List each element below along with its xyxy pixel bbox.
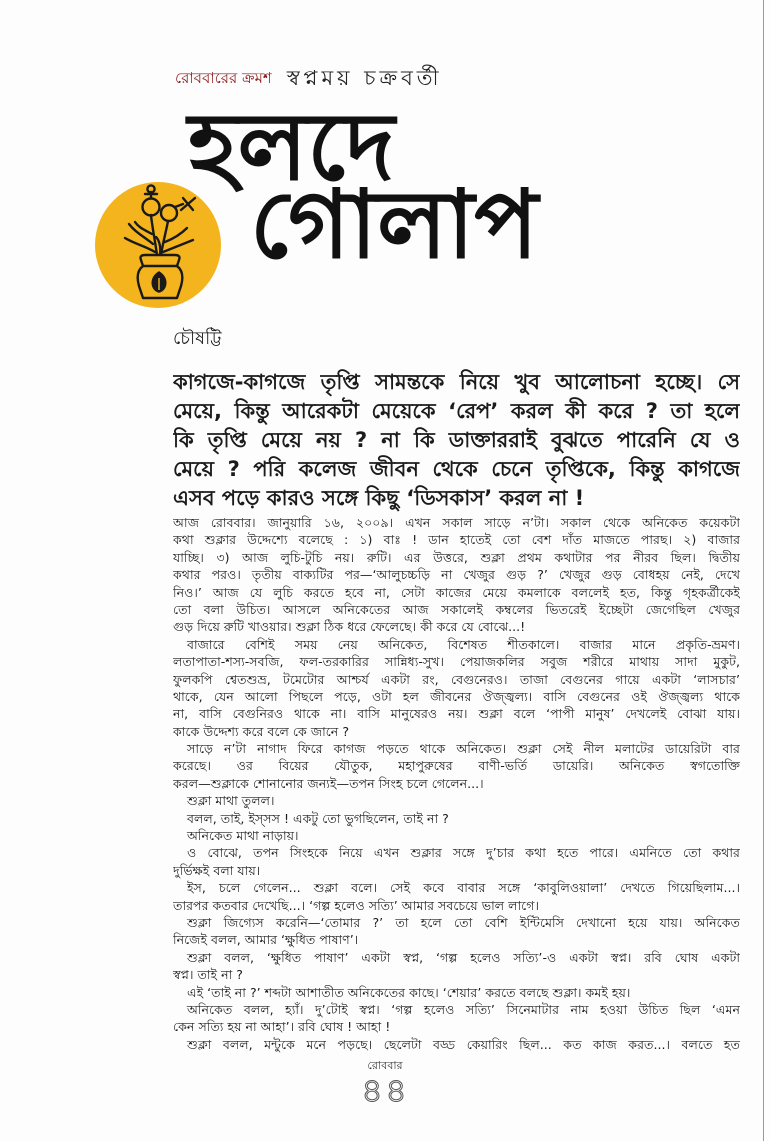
body-paragraph (173, 949, 740, 984)
body-line: অনিকেত বলল, হ্যাঁ। দু’টোই স্বপ্ন। ‘গল্প হলেও সত্যি’ সিনেমাটার নাম হওয়া উচিত ছিল ‘এমন (187, 1001, 740, 1017)
body-line: ইস, চলে গেলেন... শুক্লা বলে। সেই কবে বাবার সঙ্গে ‘কাবুলিওয়ালা’ দেখতে গিয়েছিলাম...। (187, 880, 740, 896)
page-edge-border (763, 0, 764, 1141)
lead-paragraph (173, 368, 740, 513)
body-line: সাড়ে ন’টা নাগাদ ফিরে কাগজ পড়তে থাকে অনিকেত। শুক্লা সেই নীল মলাটের ডায়েরিটা বার (187, 741, 740, 757)
body-line: শুক্লা মাথা তুলল। (187, 793, 275, 809)
body-paragraph (173, 827, 740, 844)
body-line: কথা শুক্লার উদ্দেশ্যে বলেছে : ১) বাঃ ! ডান হাতেই তো বেশ দাঁত মাজতে পারছ। ২) বাজার (173, 532, 740, 548)
story-title-line-1: হলদে (188, 93, 395, 202)
footer-magazine-name: রোববার (367, 1059, 403, 1072)
story-body (173, 514, 740, 1053)
author-name: স্বপ্নময় চক্রবর্তী (286, 66, 443, 90)
flower-left (143, 199, 160, 216)
body-paragraph (173, 984, 740, 1001)
body-paragraph (173, 1036, 740, 1053)
body-line: বাজারে বেশিই সময় নেয় অনিকেত, বিশেষত শীতকালে। বাজার মানে প্রকৃতি-ভ্রমণ। (187, 636, 740, 652)
body-line: শুক্লা বলল, মন্টুকে মনে পড়ছে। ছেলেটা বড্ড কেয়ারিং ছিল... কত কাজ করত...। বলতে হত (187, 1036, 740, 1052)
body-line: না, বাসি বেগুনিরও থাকে না। বাসি মানুষেরও নয়। শুক্লা বলে ‘পাপী মানুষ’ দেখলেই বোঝা যায়। (173, 706, 740, 722)
body-line: অনিকেত মাথা নাড়ায়। (187, 828, 299, 844)
plant-illustration (95, 182, 221, 308)
chapter-number: চৌষট্টি (173, 328, 222, 349)
body-line: কেন সত্যি হয় না আহা’। রবি ঘোষ ! আহা ! (173, 1019, 391, 1035)
body-line: আজ রোববার। জানুয়ারি ১৬, ২০০৯। এখন সকাল সাড়ে ন’টা। সকাল থেকে অনিকেত কয়েকটা (173, 515, 740, 530)
lead-line: এসব পড়ে কারও সঙ্গে কিছু ‘ডিসকাস’ করল না ! (173, 486, 585, 510)
body-line: নিজেই বলল, আমার ‘ক্ষুধিত পাষাণ’। (173, 932, 359, 948)
body-paragraph (173, 879, 740, 914)
body-line: গুড় দিয়ে রুটি খাওয়ার। শুক্লা ঠিক ধরে ফেলেছে। কী করে যে বোঝে...! (173, 619, 526, 635)
body-line: করেছে। ওর বিয়ের যৌতুক, মহাপুরুষের বাণী-ভর্তি ডায়েরি। অনিকেত স্বগতোক্তি (173, 758, 740, 774)
lead-line: মেয়ে, কিন্তু আরেকটা মেয়েকে ‘রেপ’ করল কী করে ? তা হলে (173, 399, 740, 423)
lead-line: কি তৃপ্তি মেয়ে নয় ? না কি ডাক্তাররাই বুঝতে পারেনি যে ও (173, 428, 740, 452)
leaf-left-1 (125, 238, 155, 252)
lead-line: কাগজে-কাগজে তৃপ্তি সামন্তকে নিয়ে খুব আলোচনা হচ্ছে। সে (173, 370, 740, 394)
body-line: তো বলা উচিত। আসলে অনিকেতের আজ সকালেই কম্বলের ভিতরেই ইচ্ছেটা জেগেছিল খেজুর (173, 601, 740, 617)
flower-plant-in-pot-icon (95, 182, 221, 308)
body-line: কাকে উদ্দেশ্য করে বলে কে জানে ? (173, 723, 349, 739)
body-line: লতাপাতা-শস্য-সবজি, ফল-তরকারির সান্নিধ্য-সুখ। পেয়াজকলির সবুজ শরীরে মাথায় সাদা মুকুট, (173, 654, 740, 670)
body-paragraph (173, 810, 740, 827)
bud-top (147, 185, 154, 192)
body-paragraph (173, 844, 740, 879)
body-line: কথার পরও। তৃতীয় বাক্যটির পর—‘আলুচচ্চড়ি না খেজুর গুড় ?’ খেজুর গুড় বোধহয় নেই, দেখে (173, 567, 740, 583)
page-header (175, 62, 443, 90)
body-paragraph (173, 1001, 740, 1036)
body-line: শুক্লা বলল, ‘ক্ষুধিত পাষাণ’ একটা স্বপ্ন, ‘গল্প হলেও সত্যি’-ও একটা স্বপ্ন। রবি ঘোষ একটা (187, 949, 740, 965)
body-line: তারপর কতবার দেখেছি...। ‘গল্প হলেও সত্যি’ আমার সবচেয়ে ভাল লাগে। (173, 897, 539, 913)
body-paragraph (173, 514, 740, 636)
lead-line: মেয়ে ? পরি কলেজ জীবন থেকে চেনে তৃপ্তিকে, কিন্তু কাগজে (173, 457, 740, 481)
story-title-line-2: গোলাপ (250, 171, 539, 280)
body-line: ও বোঝে, তপন সিংহকে নিয়ে এখন শুক্লার সঙ্গে দু’চার কথা হতে পারে। এমনিতে তো কথার (187, 845, 740, 861)
body-line: বলল, তাই, ইস্সস ! একটু তো ভুগছিলেন, তাই না ? (187, 810, 449, 826)
series-label: রোববারের ক্রমশ (175, 69, 272, 87)
body-paragraph (173, 792, 740, 809)
body-line: শুক্লা জিগ্যেস করেনি—‘তোমার ?’ তা হলে তো বেশি ইন্টিমেসি দেখানো হয়ে যায়। অনিকেত (187, 914, 740, 930)
body-paragraph (173, 740, 740, 792)
body-line: দুর্ভিক্ষই বলা যায়। (173, 862, 261, 878)
body-line: যাচ্ছি। ৩) আজ লুচি-টুচি নয়। রুটি। এর উত্তরে, শুক্লা প্রথম কথাটার পর নীরব ছিল। দ্বিতীয় (173, 549, 740, 565)
body-line: স্বপ্ন। তাই না ? (173, 967, 243, 983)
body-line: করল—শুক্লাকে শোনানোর জন্যই—তপন সিংহ চলে গেলেন...। (173, 775, 484, 791)
body-paragraph (173, 914, 740, 949)
page-number: ৪৪ (360, 1071, 410, 1111)
body-paragraph (173, 636, 740, 740)
flower-right-stalk (175, 204, 183, 207)
body-line: থাকে, যেন আলো পিছলে পড়ে, ওটা হল জীবনের ঔজ্জ্বল্য। বাসি বেগুনের ওই ঔজ্জ্বল্য থাকে (173, 688, 740, 704)
body-line: এই ‘তাই না ?’ শব্দটা আশাতীত অনিকেতের কাছে। ‘শেয়ার’ করতে বলছে শুক্লা। কমই হয়। (187, 984, 631, 1000)
leaf-right-2 (165, 228, 187, 242)
body-line: নিও।’ আজ যে লুচি করতে হবে না, সেটা কাজের মেয়ে কমলাকে বললেই হত, কিন্তু গৃহকর্ত্রীকেই (173, 584, 740, 600)
body-line: ফুলকপি শ্বেতশুভ্র, টমেটোর আশ্চর্য একটা রং, বেগুনেরও। তাজা বেগুনের গায়ে একটা ‘লাসচার’ (173, 671, 740, 687)
